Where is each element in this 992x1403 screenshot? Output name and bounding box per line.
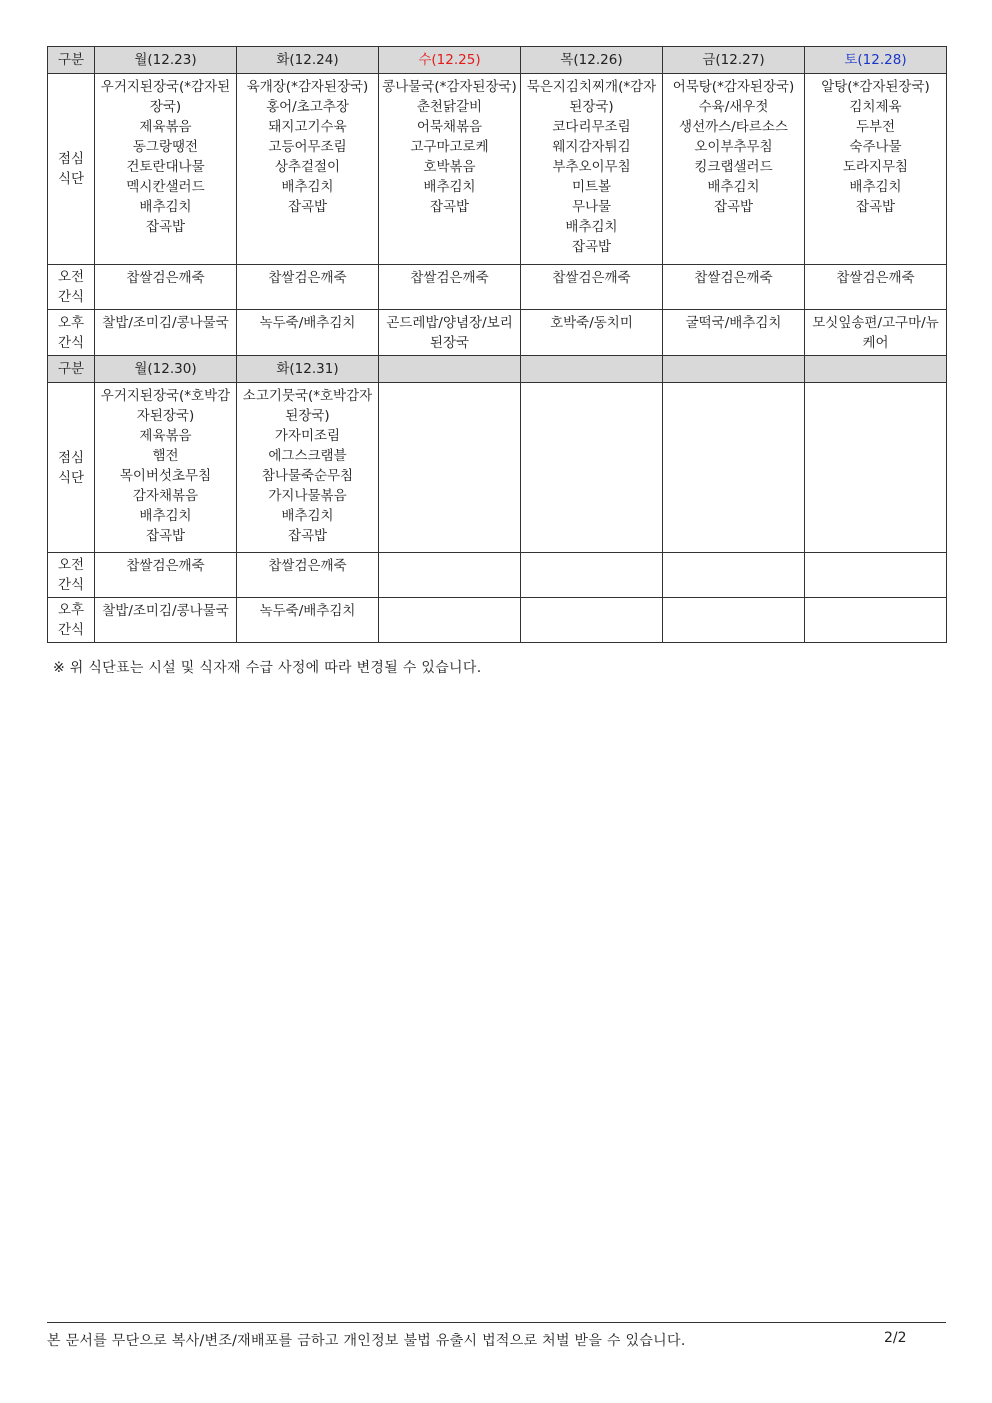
- menu-item: 잡곡밥: [429, 199, 470, 215]
- menu-item: 숙주나물: [849, 139, 902, 155]
- snack-item: 모싯잎송편/고구마/뉴케어: [812, 315, 939, 351]
- pm-snack-cell: [379, 310, 521, 356]
- meal-plan-table: [47, 46, 947, 643]
- snack-item: 찹쌀검은깨죽: [126, 270, 205, 286]
- lunch-menu-cell: [379, 74, 521, 265]
- row-label: [48, 265, 95, 310]
- menu-item: 수육/새우젓: [698, 99, 769, 115]
- lunch-label: 점심 식단: [57, 449, 85, 486]
- lunch-menu-cell: [237, 383, 379, 553]
- menu-item: 미트볼: [571, 179, 612, 195]
- pm-snack-cell: [663, 598, 805, 643]
- menu-item: 어묵채볶음: [416, 119, 483, 135]
- pm-snack-label: 오후 간식: [57, 602, 85, 638]
- menu-item: 잡곡밥: [287, 528, 328, 544]
- day-header-row: [48, 47, 947, 74]
- menu-item: 가자미조림: [274, 428, 341, 444]
- menu-item: 생선까스/타르소스: [679, 119, 788, 135]
- pm-snack-cell: [805, 310, 947, 356]
- menu-item: 배추김치: [139, 508, 192, 524]
- lunch-menu-cell: [379, 383, 521, 553]
- pm-snack-label: 오후 간식: [57, 314, 85, 351]
- am-snack-cell: [95, 553, 237, 598]
- snack-item: 굴떡국/배추김치: [685, 315, 782, 331]
- menu-item: 알탕(*감자된장국): [821, 79, 930, 95]
- menu-item: 멕시칸샐러드: [126, 179, 205, 195]
- menu-item: 육개장(*감자된장국): [246, 79, 369, 95]
- menu-item: 잡곡밥: [287, 199, 328, 215]
- menu-item: 참나물죽순무침: [261, 468, 354, 484]
- menu-item: 돼지고기수육: [268, 119, 347, 135]
- snack-item: 녹두죽/배추김치: [259, 603, 356, 619]
- menu-item: 춘천닭갈비: [416, 99, 483, 115]
- day-header-label: 월(12.30): [134, 361, 197, 377]
- day-header-label: 구분: [57, 361, 85, 377]
- am-snack-cell: [663, 553, 805, 598]
- menu-item: 에그스크램블: [268, 448, 347, 464]
- pm-snack-cell: [379, 598, 521, 643]
- lunch-menu-cell: [805, 74, 947, 265]
- menu-item: 고구마고로케: [410, 139, 489, 155]
- lunch-label: 점심 식단: [57, 151, 85, 187]
- menu-item: 배추김치: [707, 179, 760, 195]
- menu-item: 부추오이무침: [552, 159, 631, 175]
- day-header: [95, 356, 237, 383]
- menu-item: 우거지된장국(*호박감자된장국): [100, 388, 231, 424]
- menu-item: 제육볶음: [139, 428, 192, 444]
- snack-item: 찹쌀검은깨죽: [126, 558, 205, 574]
- pm-snack-cell: [663, 310, 805, 356]
- day-header: [521, 47, 663, 74]
- menu-item: 킹크랩샐러드: [694, 159, 773, 175]
- am-snack-cell: [237, 265, 379, 310]
- menu-item: 햄전: [152, 448, 179, 464]
- am-snack-cell: [805, 265, 947, 310]
- menu-item: 오이부추무침: [694, 139, 773, 155]
- snack-item: 찹쌀검은깨죽: [268, 270, 347, 286]
- day-header: [95, 47, 237, 74]
- am-snack-row: [48, 553, 947, 598]
- footer-divider: [47, 1322, 946, 1323]
- snack-item: 찹쌀검은깨죽: [552, 270, 631, 286]
- menu-item: 배추김치: [849, 179, 902, 195]
- snack-item: 찹쌀검은깨죽: [694, 270, 773, 286]
- footer-copyright-text: 본 문서를 무단으로 복사/변조/재배포를 금하고 개인정보 불법 유출시 법적으로 처벌 받을 수 있습니다.: [47, 1333, 686, 1349]
- row-label: [48, 74, 95, 265]
- snack-item: 찹쌀검은깨죽: [836, 270, 915, 286]
- day-header: [805, 356, 947, 383]
- day-header: [237, 356, 379, 383]
- row-label: [48, 383, 95, 553]
- menu-item: 가지나물볶음: [268, 488, 347, 504]
- menu-item: 고등어무조림: [268, 139, 347, 155]
- menu-item: 어묵탕(*감자된장국): [672, 79, 795, 95]
- menu-item: 호박볶음: [423, 159, 476, 175]
- day-header-label: 목(12.26): [560, 52, 623, 68]
- menu-item: 소고기뭇국(*호박감자된장국): [242, 388, 373, 424]
- lunch-menu-cell: [663, 383, 805, 553]
- menu-item: 도라지무침: [842, 159, 909, 175]
- am-snack-cell: [521, 553, 663, 598]
- page-number: 2/2: [884, 1330, 907, 1346]
- menu-item: 웨지감자튀김: [552, 139, 631, 155]
- pm-snack-cell: [805, 598, 947, 643]
- menu-item: 두부전: [855, 119, 896, 135]
- day-header-label: 구분: [57, 52, 85, 68]
- row-label: [48, 553, 95, 598]
- menu-item: 배추김치: [281, 508, 334, 524]
- pm-snack-row: [48, 598, 947, 643]
- day-header: [237, 47, 379, 74]
- snack-item: 호박죽/동치미: [550, 315, 633, 331]
- am-snack-cell: [805, 553, 947, 598]
- menu-item: 제육볶음: [139, 119, 192, 135]
- menu-change-note: ※ 위 식단표는 시설 및 식자재 수급 사정에 따라 변경될 수 있습니다.: [53, 660, 482, 676]
- snack-item: 찰밥/조미김/콩나물국: [102, 603, 229, 619]
- snack-item: 곤드레밥/양념장/보리된장국: [386, 315, 513, 351]
- lunch-menu-cell: [805, 383, 947, 553]
- menu-item: 무나물: [571, 199, 612, 215]
- pm-snack-cell: [237, 598, 379, 643]
- menu-item: 우거지된장국(*감자된장국): [100, 79, 231, 115]
- am-snack-cell: [379, 265, 521, 310]
- am-snack-cell: [379, 553, 521, 598]
- menu-item: 잡곡밥: [145, 528, 186, 544]
- lunch-menu-cell: [95, 383, 237, 553]
- menu-item: 김치제육: [849, 99, 902, 115]
- lunch-row: [48, 383, 947, 553]
- menu-item: 잡곡밥: [145, 219, 186, 235]
- lunch-menu-cell: [95, 74, 237, 265]
- am-snack-label: 오전 간식: [57, 269, 85, 305]
- lunch-row: [48, 74, 947, 265]
- am-snack-label: 오전 간식: [57, 557, 85, 593]
- day-header-label: 수(12.25): [418, 52, 481, 68]
- day-header: [521, 356, 663, 383]
- menu-item: 상추겉절이: [274, 159, 341, 175]
- day-header: [663, 356, 805, 383]
- menu-item: 잡곡밥: [855, 199, 896, 215]
- menu-item: 묵은지김치찌개(*감자된장국): [526, 79, 657, 115]
- am-snack-row: [48, 265, 947, 310]
- lunch-menu-cell: [237, 74, 379, 265]
- snack-item: 찰밥/조미김/콩나물국: [102, 315, 229, 331]
- menu-item: 배추김치: [565, 219, 618, 235]
- day-header-label: 화(12.24): [276, 52, 339, 68]
- pm-snack-cell: [95, 598, 237, 643]
- category-header: [48, 47, 95, 74]
- day-header: [379, 47, 521, 74]
- lunch-menu-cell: [663, 74, 805, 265]
- lunch-menu-cell: [521, 383, 663, 553]
- menu-item: 건토란대나물: [126, 159, 205, 175]
- menu-item: 잡곡밥: [713, 199, 754, 215]
- am-snack-cell: [521, 265, 663, 310]
- am-snack-cell: [237, 553, 379, 598]
- menu-item: 잡곡밥: [571, 239, 612, 255]
- pm-snack-row: [48, 310, 947, 356]
- menu-item: 배추김치: [423, 179, 476, 195]
- day-header: [663, 47, 805, 74]
- menu-item: 감자채볶음: [132, 488, 199, 504]
- menu-item: 목이버섯초무침: [119, 468, 212, 484]
- category-header: [48, 356, 95, 383]
- menu-item: 동그랑땡전: [132, 139, 199, 155]
- row-label: [48, 310, 95, 356]
- day-header: [805, 47, 947, 74]
- menu-item: 홍어/초고추장: [266, 99, 349, 115]
- row-label: [48, 598, 95, 643]
- pm-snack-cell: [237, 310, 379, 356]
- menu-item: 코다리무조림: [552, 119, 631, 135]
- snack-item: 녹두죽/배추김치: [259, 315, 356, 331]
- pm-snack-cell: [521, 310, 663, 356]
- snack-item: 찹쌀검은깨죽: [268, 558, 347, 574]
- day-header-label: 화(12.31): [276, 361, 339, 377]
- snack-item: 찹쌀검은깨죽: [410, 270, 489, 286]
- day-header-label: 월(12.23): [134, 52, 197, 68]
- pm-snack-cell: [521, 598, 663, 643]
- day-header: [379, 356, 521, 383]
- day-header-label: 금(12.27): [702, 52, 765, 68]
- day-header-label: 토(12.28): [844, 52, 907, 68]
- day-header-row: [48, 356, 947, 383]
- am-snack-cell: [663, 265, 805, 310]
- am-snack-cell: [95, 265, 237, 310]
- lunch-menu-cell: [521, 74, 663, 265]
- pm-snack-cell: [95, 310, 237, 356]
- menu-item: 배추김치: [281, 179, 334, 195]
- menu-item: 배추김치: [139, 199, 192, 215]
- menu-item: 콩나물국(*감자된장국): [382, 79, 517, 95]
